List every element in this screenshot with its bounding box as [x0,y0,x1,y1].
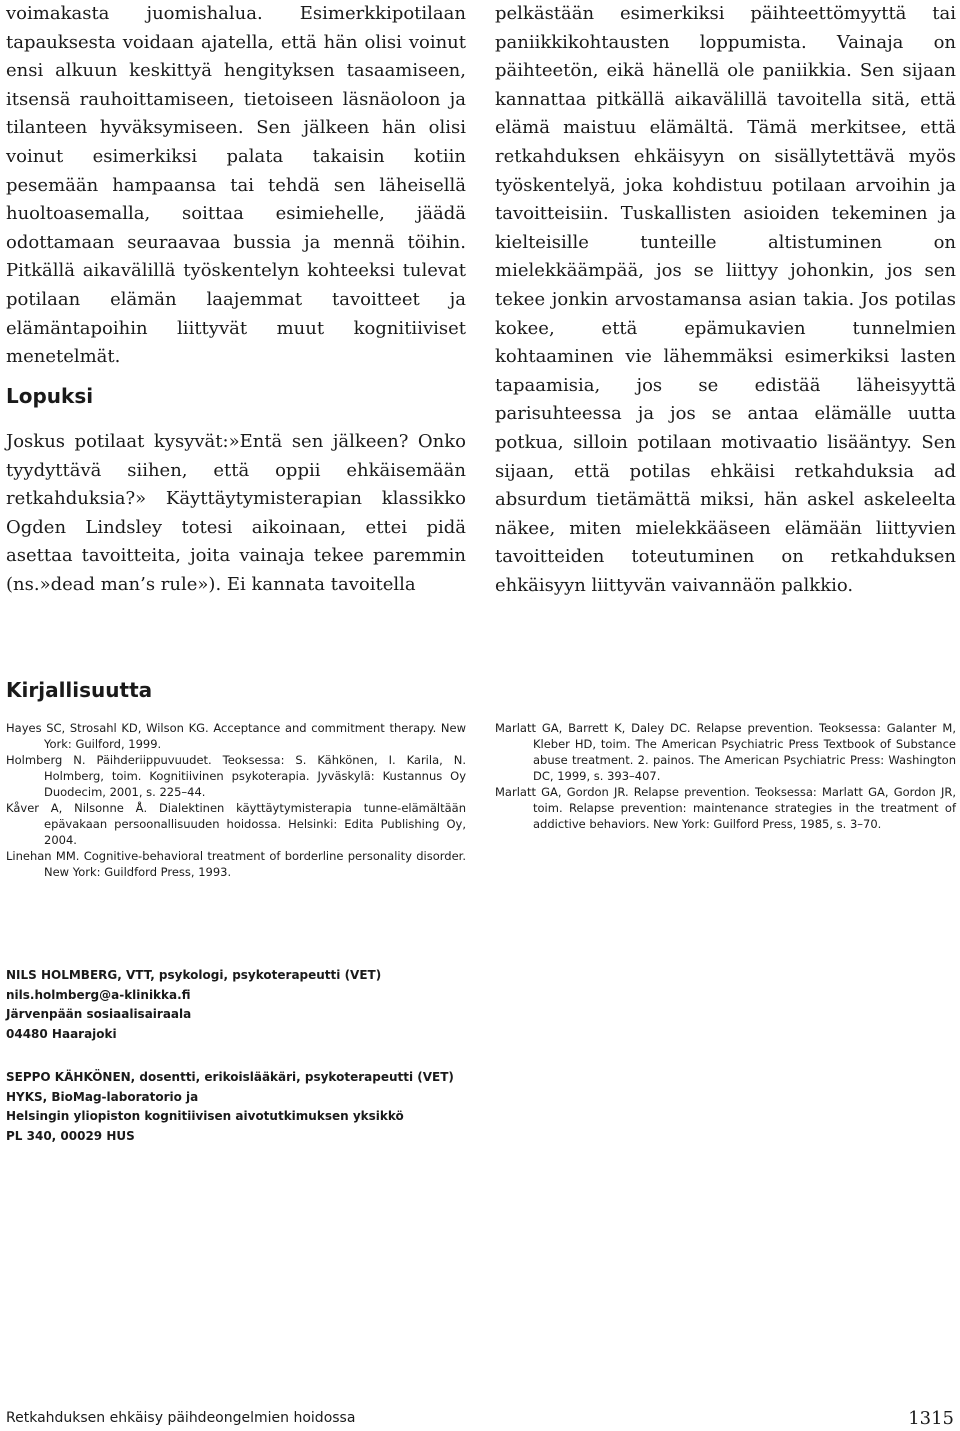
reference-item: Holmberg N. Päihderiippuvuudet. Teoksessa: S. Kähkönen, I. Karila, N. Holmberg, toim. Kognitiivinen psykoterapia. Jyväskylä: Kustannus Oy Duodecim, 2001, s. 225–44. [6,753,466,799]
author-address: 04480 Haarajoki [6,1026,117,1041]
references-heading: Kirjallisuutta [6,678,153,702]
author-info [6,966,706,1170]
left-column [6,0,466,372]
right-column [495,0,956,600]
section-heading-lopuksi: Lopuksi [6,384,94,408]
author-affiliation: Järvenpään sosiaalisairaala [6,1007,192,1021]
reference-item: Linehan MM. Cognitive-behavioral treatment of borderline personality disorder. New York: Guildford Press, 1993. [6,849,466,879]
author-block [6,966,706,1044]
references-left-column [6,720,466,880]
reference-item: Kåver A, Nilsonne Å. Dialektinen käyttäytymisterapia tunne-elämältään epävakaan persoonallisuuden hoidossa. Helsinki: Edita Publishing Oy, 2004. [6,801,466,847]
author-name: NILS HOLMBERG, VTT, psykologi, psykoterapeutti (VET) [6,968,382,982]
lopuksi-paragraph: Joskus potilaat kysyvät:»Entä sen jälkeen? Onko tyydyttävä siihen, että oppii ehkäisemään retkahduksia?» Käyttäytymisterapian klassikko Ogden Lindsley totesi aikoinaan, ettei pidä asettaa tavoitteita, joita vainaja tekee paremmin (ns.»dead man’s rule»). Ei kannata tavoitella [6,431,466,595]
author-name: SEPPO KÄHKÖNEN, dosentti, erikoislääkäri, psykoterapeutti (VET) [6,1070,454,1084]
author-affiliation: HYKS, BioMag-laboratorio ja [6,1089,199,1104]
body-paragraph: voimakasta juomishalua. Esimerkkipotilaan tapauksesta voidaan ajatella, että hän olisi voinut ensi alkuun keskittyä hengityksen tasaamiseen, itsensä rauhoittamiseen, tietoiseen läsnäoloon ja tilanteen hyväksymiseen. Sen jälkeen hän olisi voinut esimerkiksi palata takaisin kotiin pesemään hampaansa tai tehdä sen läheisellä huoltoasemalla, soittaa esimiehelle, jäädä odottamaan seuraavaa bussia ja mennä töihin. Pitkällä aikavälillä työskentelyn kohteeksi tulevat potilaan elämän laajemmat tavoitteet ja elämäntapoihin liittyvät muut kognitiiviset menetelmät. [6,3,466,368]
reference-item: Hayes SC, Strosahl KD, Wilson KG. Acceptance and commitment therapy. New York: Guilford, 1999. [6,721,466,751]
author-email: nils.holmberg@a-klinikka.fi [6,987,191,1002]
page-number: 1315 [908,1408,954,1429]
author-address: PL 340, 00029 HUS [6,1128,135,1143]
reference-item: Marlatt GA, Gordon JR. Relapse prevention. Teoksessa: Marlatt GA, Gordon JR, toim. Relapse prevention: maintenance strategies in the treatment of addictive behaviors. New York: Guilford Press, 1985, s. 3–70. [495,785,956,831]
references-right-column [495,720,956,832]
reference-item: Marlatt GA, Barrett K, Daley DC. Relapse prevention. Teoksessa: Galanter M, Kleber HD, toim. The American Psychiatric Press Textbook of Substance abuse treatment. 2. painos. The American Psychiatric Press: Washington DC, 1999, s. 393–407. [495,721,956,783]
author-block [6,1068,706,1146]
body-paragraph: pelkästään esimerkiksi päihteettömyyttä tai paniikkikohtausten loppumista. Vainaja on päihteetön, eikä hänellä ole paniikkia. Sen sijaan kannattaa pitkällä aikavälillä tavoitella sitä, että elämä maistuu elämältä. Tämä merkitsee, että retkahduksen ehkäisyyn on sisällytettävä myös työskentelyä, joka kohdistuu potilaan arvoihin ja tavoitteisiin. Tuskallisten asioiden tekeminen ja kielteisille tunteille altistuminen on mielekkäämpää, jos se liittyy johonkin, jos sen tekee jonkin arvostamansa asian takia. Jos potilas kokee, että epämukavien tunnelmien kohtaaminen vie lähemmäksi esimerkiksi lasten tapaamisia, jos se edistää läheisyyttä parisuhteessa ja jos se antaa elämälle uutta potkua, silloin potilaan motivaatio lisääntyy. Sen sijaan, että potilas ehkäisi retkahduksia ad absurdum tietämättä miksi, hän askel askeleelta näkee, miten mielekkääseen elämään liittyvien tavoitteiden toteutuminen on retkahduksen ehkäisyyn liittyvän vaivannäön palkkio. [495,3,956,596]
running-footer-title: Retkahduksen ehkäisy päihdeongelmien hoidossa [6,1410,356,1426]
author-affiliation: Helsingin yliopiston kognitiivisen aivotutkimuksen yksikkö [6,1109,404,1123]
